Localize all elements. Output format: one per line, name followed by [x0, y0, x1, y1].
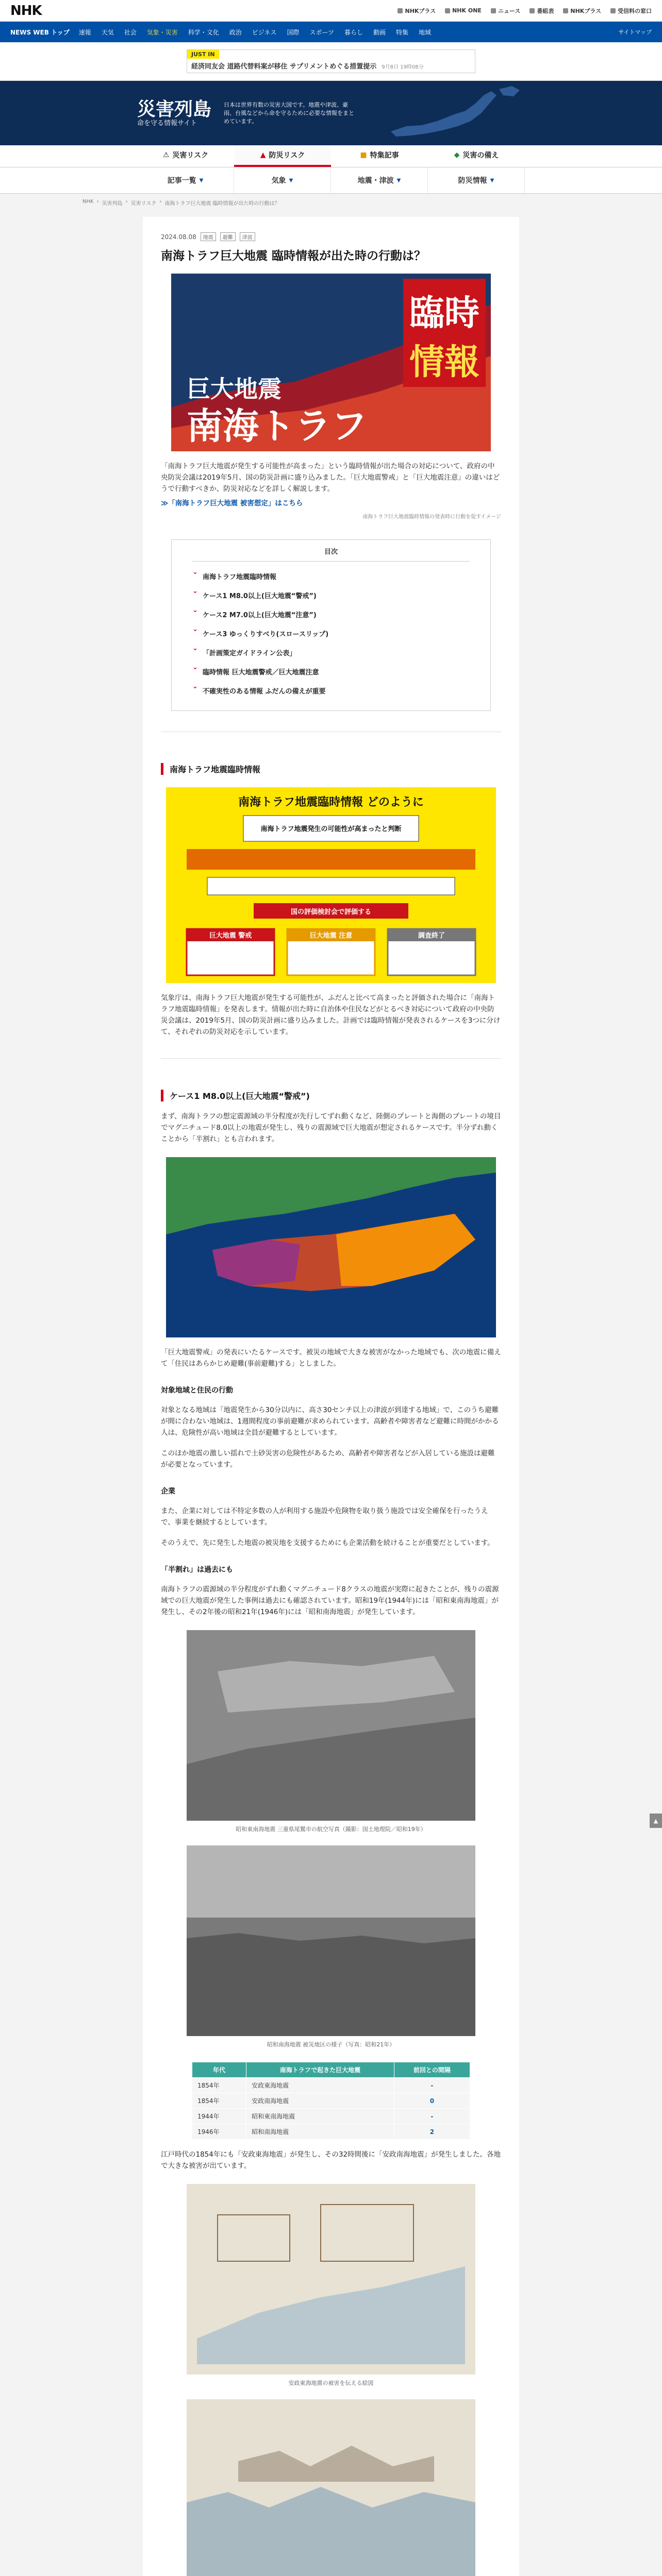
table-header: 南海トラフで起きた巨大地震 — [246, 2062, 394, 2078]
lead-text: 「南海トラフ巨大地震が発生する可能性が高まった」という臨時情報が出た場合の対応について、政府の中央防災会議は2019年5月、国の防災計画に盛り込みました。「巨大地震警戒」と「巨大地震注意」の違いはどうで行動すべきか、防災対応などを詳しく解説します。 — [161, 462, 500, 493]
app-icon — [398, 8, 403, 13]
table-cell: - — [394, 2078, 470, 2093]
table-row — [192, 2078, 470, 2093]
app-icon — [445, 8, 450, 13]
nav-cat[interactable]: 気象・災害 — [146, 28, 178, 36]
table-cell: 1854年 — [192, 2078, 246, 2093]
tab-bousai-risk[interactable] — [234, 145, 331, 167]
nav-cat[interactable]: ビジネス — [252, 28, 277, 36]
table-of-contents — [171, 539, 491, 711]
square-icon: ■ — [360, 151, 367, 159]
photo-caption: 安政東海地震の被害を伝える絵図 — [288, 2380, 374, 2386]
tab-label: 特集記事 — [370, 151, 399, 160]
article — [143, 217, 519, 2576]
chevron-down-icon: ▼ — [396, 177, 401, 183]
table-row — [192, 2093, 470, 2109]
paragraph: また、企業に対しては不特定多数の人が利用する施設や危険物を取り扱う施設では安全確保を行ったうえで、事業を継続するとしています。 — [161, 1507, 488, 1527]
nhk-logo[interactable]: NHK — [10, 3, 42, 19]
subnav-label: 防災情報 — [458, 177, 487, 185]
table-header: 前回との間隔 — [394, 2062, 470, 2078]
tab-tokushu[interactable] — [331, 145, 428, 167]
nav-cat[interactable]: 社会 — [124, 28, 137, 36]
table-row — [192, 2124, 470, 2140]
nav-cat[interactable]: 動画 — [373, 28, 386, 36]
divider — [161, 1058, 501, 1059]
nav-cat[interactable]: 国際 — [287, 28, 300, 36]
paragraph: まず、南海トラフの想定震源域の半分程度が先行してずれ動くなど、陸側のプレートと海側のプレートの境目でマグニチュード8.0以上の地震が発生し、残りの震源域で巨大地震が想定されるケースです。半分ずれ動くことから「半割れ」とも言われます。 — [161, 1112, 501, 1143]
chevron-down-icon: ▼ — [289, 177, 293, 183]
tab-label: 防災リスク — [269, 151, 305, 160]
box-label: 調査終了 — [418, 932, 445, 940]
photo-caption: 昭和東南海地震 三重県尾鷲市の航空写真（撮影：国土地理院／昭和19年） — [236, 1826, 426, 1833]
app-icon — [491, 8, 496, 13]
app-label: 番組表 — [537, 7, 554, 14]
toc-item[interactable]: ⌄ ケース2 M7.0以上(巨大地震“注意”) — [192, 605, 470, 624]
nav-cat[interactable]: 科学・文化 — [188, 28, 219, 36]
paragraph: 対象となる地域は「地震発生から30分以内に、高さ30センチ以上の津波が到達する地域」で、このうち避難が間に合わない地域は、1週間程度の事前避難が求められています。高齢者や障害者など避難に時間がかかる人は、危険性が高い地域は全員が避難するとしています。 — [161, 1406, 499, 1437]
crumb[interactable]: NHK — [82, 199, 94, 205]
paragraph: このほか地震の激しい揺れで土砂災害の危険性があるため、高齢者や障害者などが入居している施設は避難が必要となっています。 — [161, 1449, 495, 1469]
table-cell: 1946年 — [192, 2124, 246, 2140]
table-header: 年代 — [192, 2062, 246, 2078]
nav-cat[interactable]: 地域 — [419, 28, 432, 36]
sub-heading: 対象地域と住民の行動 — [161, 1386, 233, 1395]
photo-caption: 昭和南海地震 被災地区の様子（写真：昭和21年） — [267, 2041, 395, 2048]
infographic-line: 国の評価検討会で評価する — [290, 908, 372, 916]
table-row — [192, 2109, 470, 2124]
sub-heading: 企業 — [161, 1487, 175, 1496]
tab-label: 災害の備え — [462, 151, 499, 160]
app-label: NHKプラス — [570, 7, 601, 14]
app-label: NHK ONE — [452, 7, 482, 14]
article-date: 2024.08.08 — [161, 233, 196, 241]
breaking-ticker — [0, 42, 662, 81]
nav-cat[interactable]: 特集 — [396, 28, 409, 36]
japan-map-icon — [370, 85, 525, 142]
box-label: 巨大地震 警戒 — [209, 932, 252, 940]
app-label: 受信料の窓口 — [618, 7, 652, 14]
subnav-item[interactable] — [234, 167, 331, 193]
subnav-label: 気象 — [271, 177, 286, 185]
nav-cat[interactable]: 速報 — [78, 28, 91, 36]
tab-sonae[interactable] — [428, 145, 525, 167]
aerial-photo — [187, 1630, 475, 1821]
category-nav — [0, 22, 662, 42]
tab-label: 災害リスク — [172, 151, 209, 160]
subnav-item[interactable] — [331, 167, 428, 193]
main-tabs — [0, 145, 662, 167]
paragraph: 南海トラフの震源域の半分程度がずれ動くマグニチュード8クラスの地震が実際に起きたことが、残りの震源域での巨大地震が発生した事例は過去にも確認されています。昭和19年(1944年)には「昭和東南海地震」が発生し、その2年後の昭和21年(1946年)には「昭和南海地震」が発生しています。 — [161, 1585, 499, 1616]
toc-item[interactable]: ⌄ 臨時情報 巨大地震警戒／巨大地震注意 — [192, 662, 470, 681]
nav-home[interactable]: NEWS WEB トップ — [10, 28, 70, 36]
ticker-headline: 経済同友会 道路代替料案が移住 サプリメントめぐる措置提示 — [191, 63, 377, 71]
chevron-down-icon: ▼ — [490, 177, 494, 183]
diamond-icon: ◆ — [454, 151, 460, 159]
lead-image — [171, 274, 491, 451]
page-top-button[interactable]: ▲ — [650, 1814, 662, 1828]
infographic-line: 南海トラフ地震発生の可能性が高まったと判断 — [260, 825, 402, 833]
hero-word-jouhou: 情報 — [409, 342, 480, 383]
article-meta — [161, 232, 501, 241]
sub-nav — [0, 167, 662, 194]
subnav-item[interactable] — [137, 167, 234, 193]
crumb: 南海トラフ巨大地震 臨時情報が出た時の行動は？ — [164, 201, 280, 207]
app-label: NHKプラス — [405, 7, 436, 14]
old-map-image — [187, 2184, 475, 2375]
breadcrumb: NHK › 災害列島 › 災害リスク › 南海トラフ巨大地震 臨時情報が出た時の行動は？ — [82, 199, 280, 207]
hero-desc: 日本は世界有数の災害大国です。地震や津波、豪雨、台風などから命を守るために必要な情報をまとめています。 — [224, 101, 354, 125]
app-link-3[interactable] — [491, 7, 520, 15]
app-icon — [529, 8, 535, 13]
article-tag[interactable]: 津波 — [240, 232, 255, 241]
app-link-4[interactable] — [529, 7, 554, 15]
subnav-item[interactable] — [428, 167, 525, 193]
crumb[interactable]: 災害リスク — [130, 201, 157, 207]
toc-item[interactable]: ⌄ ケース1 M8.0以上(巨大地震“警戒”) — [192, 586, 470, 605]
app-link-6[interactable] — [610, 7, 652, 15]
subnav-label: 記事一覧 — [167, 177, 196, 185]
triangle-icon: ▲ — [260, 151, 266, 159]
ticker-time: 9月8日 19時08分 — [382, 64, 424, 70]
section-heading: 南海トラフ地震臨時情報 — [161, 763, 501, 775]
chevron-down-icon: ▼ — [199, 177, 204, 183]
history-table — [192, 2062, 470, 2140]
ticker-text — [187, 59, 475, 73]
hero-word-rinji: 臨時 — [409, 293, 480, 334]
app-label: ニュース — [498, 7, 521, 14]
old-picture-image — [187, 2399, 475, 2576]
related-link[interactable]: ≫「南海トラフ巨大地震 被害想定」はこちら — [161, 499, 303, 507]
top-bar — [0, 0, 662, 22]
table-cell: 1944年 — [192, 2109, 246, 2124]
hero-word-nankai: 南海トラフ — [187, 404, 367, 447]
nav-cat[interactable]: 天気 — [101, 28, 114, 36]
toc-item[interactable]: ⌄ 不確実性のある情報 ふだんの備えが重要 — [192, 681, 470, 700]
paragraph: 江戸時代の1854年にも「安政東海地震」が発生し、その32時間後に「安政南海地震」が発生しました。各地で大きな被害が出ています。 — [161, 2150, 501, 2170]
infographic-title: 南海トラフ地震臨時情報 どのように — [238, 796, 424, 809]
article-title: 南海トラフ巨大地震 臨時情報が出た時の行動は？ — [161, 249, 426, 263]
toc-title: 目次 — [192, 546, 470, 562]
tab-saigai-risk[interactable] — [137, 145, 234, 167]
paragraph: 「巨大地震警戒」の発表にいたるケースです。被災の地域で大きな被害がなかった地域でも、次の地震に備えて「住民はあらかじめ避難(事前避難)する」としました。 — [161, 1348, 501, 1368]
paragraph: そのうえで、先に発生した地震の被災地を支援するためにも企業活動を続けることが重要だとしています。 — [161, 1539, 494, 1547]
app-link-5[interactable] — [563, 7, 601, 15]
lead-caption: 南海トラフ巨大地震臨時情報の発表時に行動を促すイメージ — [362, 514, 501, 520]
app-link-2[interactable] — [445, 7, 482, 14]
box-label: 巨大地震 注意 — [309, 932, 353, 940]
table-cell: 0 — [394, 2093, 470, 2109]
map-image — [166, 1157, 496, 1337]
app-icon — [610, 8, 616, 13]
crumb[interactable]: 災害列島 — [102, 201, 123, 207]
section-heading: ケース1 M8.0以上(巨大地震“警戒”) — [161, 1090, 501, 1101]
table-cell: 1854年 — [192, 2093, 246, 2109]
table-cell: - — [394, 2109, 470, 2124]
nav-cat[interactable]: 暮らし — [344, 28, 363, 36]
damage-photo — [187, 1845, 475, 2036]
header-apps — [398, 7, 652, 15]
sitemap-link[interactable]: サイトマップ — [618, 28, 652, 36]
warning-icon: ⚠ — [162, 151, 170, 159]
ticker-box[interactable] — [187, 49, 475, 73]
subnav-label: 地震・津波 — [357, 177, 394, 185]
toc-item[interactable]: ⌄ 「計画策定ガイドライン公表」 — [192, 643, 470, 662]
infographic — [166, 787, 496, 983]
table-cell: 昭和東南海地震 — [246, 2109, 394, 2124]
nav-cat[interactable]: スポーツ — [309, 28, 334, 36]
hero-word-kyodai: 巨大地震 — [187, 375, 282, 403]
sub-heading: 「半割れ」は過去にも — [161, 1566, 233, 1574]
table-cell: 2 — [394, 2124, 470, 2140]
ticker-head: JUST IN — [187, 50, 219, 59]
toc-item[interactable]: ⌄ 南海トラフ地震臨時情報 — [192, 567, 470, 586]
app-link-1[interactable] — [398, 7, 436, 15]
table-cell: 昭和南海地震 — [246, 2124, 394, 2140]
hero-subtitle: 命を守る情報サイト — [137, 119, 197, 127]
nav-cat[interactable]: 政治 — [229, 28, 242, 36]
table-cell: 安政東海地震 — [246, 2078, 394, 2093]
hero-title-text: 災害列島 — [137, 98, 211, 120]
table-cell: 安政南海地震 — [246, 2093, 394, 2109]
app-icon — [563, 8, 568, 13]
site-hero — [0, 81, 662, 145]
hero-title[interactable] — [137, 99, 211, 128]
toc-item[interactable]: ⌄ ケース3 ゆっくりすべり(スロースリップ) — [192, 624, 470, 643]
paragraph: 気象庁は、南海トラフ巨大地震が発生する可能性が、ふだんと比べて高まったと評価された場合に「南海トラフ地震臨時情報」を発表します。情報が出た時に自治体や住民などがとるべき対応について政府の中央防災会議は、2019年5月、国の防災計画に盛り込みました。計画では臨時情報が発表されるケースを3つに分けて、それぞれの防災対応を示しています。 — [161, 994, 501, 1036]
article-tag[interactable]: 地震 — [201, 232, 216, 241]
article-tag[interactable]: 避難 — [220, 232, 236, 241]
